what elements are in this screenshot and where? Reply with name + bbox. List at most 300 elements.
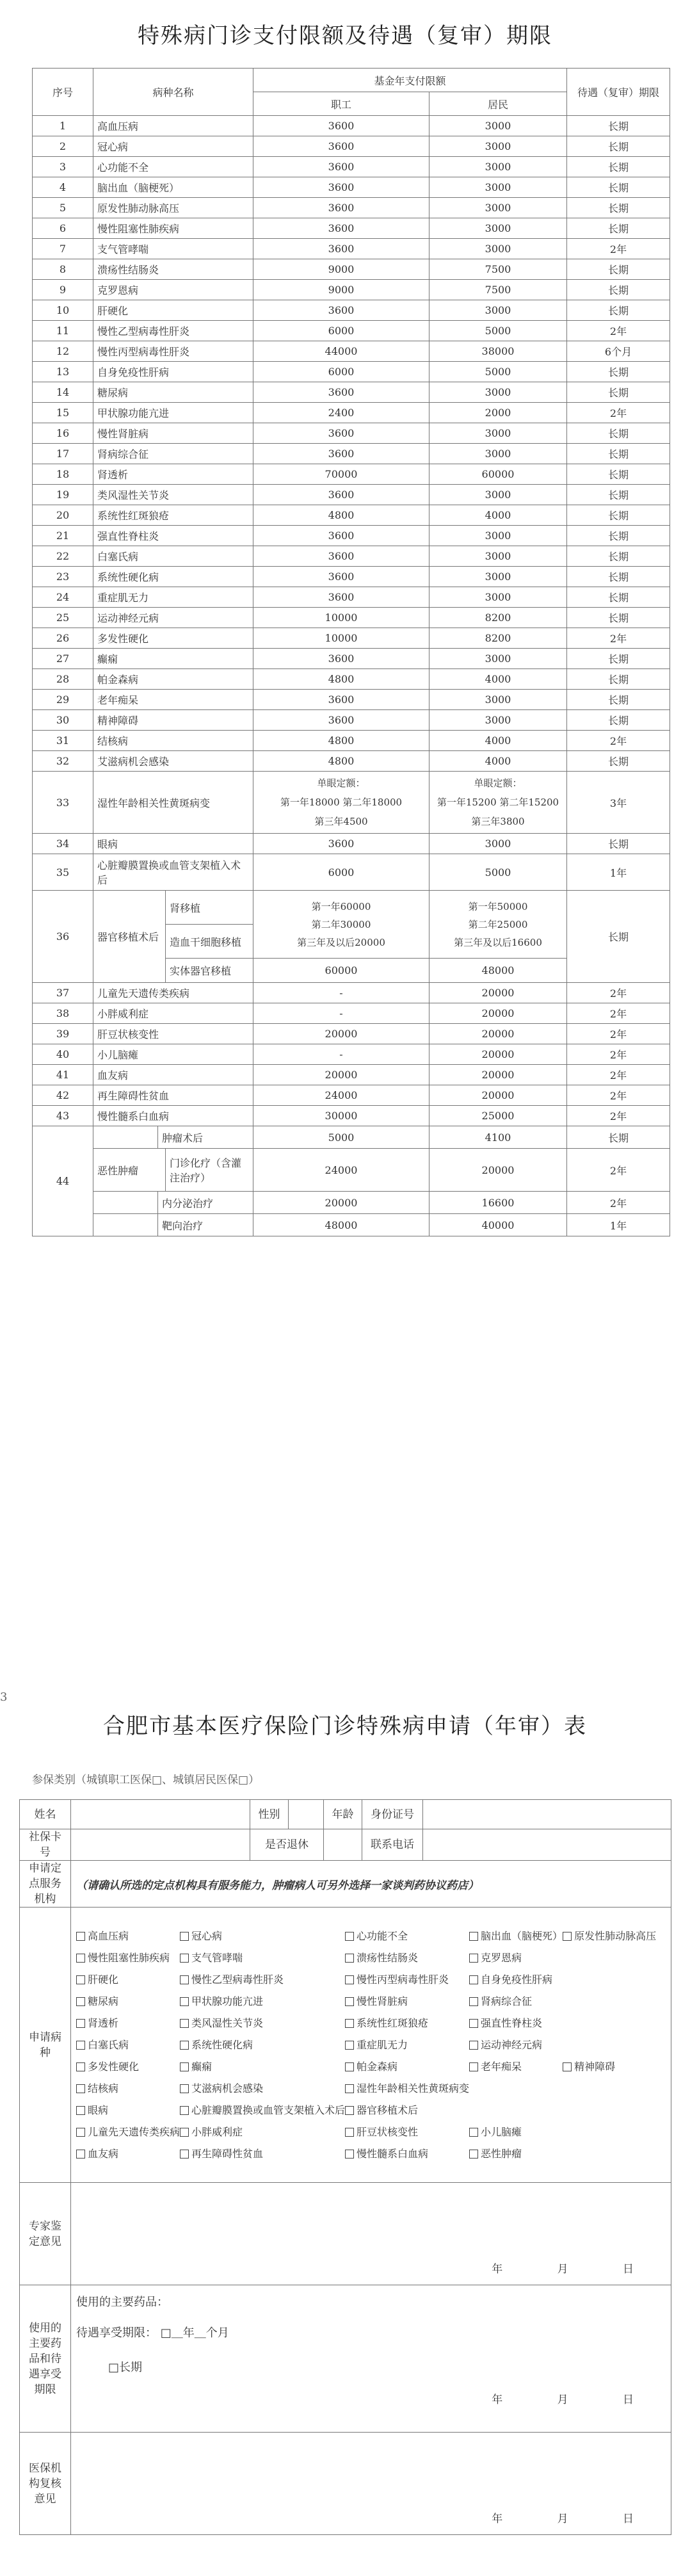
disease-option [656, 2101, 666, 2120]
checkbox-icon[interactable] [180, 2128, 189, 2137]
disease-option[interactable]: 心脏瓣膜置换或血管支架植入术后 [180, 2101, 345, 2120]
table-row [33, 485, 670, 505]
cell-seq: 6 [33, 218, 93, 239]
table-row [33, 505, 670, 526]
checkbox-icon[interactable] [76, 1975, 85, 1984]
cell-disease: 系统性红斑狼疮 [93, 505, 253, 526]
checkbox-icon[interactable] [76, 2106, 85, 2115]
cell-worker: 3600 [253, 300, 429, 321]
table-row [33, 834, 670, 854]
disease-option[interactable]: 重症肌无力 [345, 2036, 469, 2055]
cell-seq: 20 [33, 505, 93, 526]
cell-worker: 24000 [253, 1085, 429, 1106]
card-label: 社保卡号 [20, 1829, 71, 1861]
disease-option[interactable]: 肝豆状核变性 [345, 2123, 469, 2142]
cell-disease: 小儿脑瘫 [93, 1044, 253, 1065]
header-name: 病种名称 [93, 69, 253, 116]
cell-period: 2年 [567, 628, 670, 649]
disease-option[interactable]: 血友病 [76, 2144, 180, 2164]
cell-worker: 4800 [253, 505, 429, 526]
cell-disease: 运动神经元病 [93, 608, 253, 628]
cell-worker: 44000 [253, 341, 429, 362]
cell-resident: 3000 [429, 198, 567, 218]
disease-option[interactable]: 冠心病 [180, 1927, 345, 1946]
disease-option [656, 2036, 666, 2055]
disease-option [563, 1992, 656, 2011]
cell-worker: 单眼定额： 第一年18000 第二年18000 第三年4500 [253, 772, 429, 834]
cell-disease: 强直性脊柱炎 [93, 526, 253, 546]
checkbox-icon[interactable] [345, 1997, 354, 2006]
cell-seq: 33 [33, 772, 93, 834]
header-seq: 序号 [33, 69, 93, 116]
cell-resident: 第一年50000 第二年25000 第三年及以后16600 [429, 891, 567, 959]
cell-period: 2年 [567, 1085, 670, 1106]
age-label: 年龄 [324, 1800, 362, 1829]
cell-worker: 20000 [253, 1192, 429, 1214]
disease-option[interactable]: 肾透析 [76, 2014, 180, 2033]
table-row [33, 751, 670, 772]
checkbox-icon[interactable] [345, 2062, 354, 2071]
cell-resident: 4000 [429, 731, 567, 751]
checkbox-icon[interactable] [345, 2106, 354, 2115]
checkbox-icon[interactable] [76, 2128, 85, 2137]
checkbox-icon[interactable] [76, 2062, 85, 2071]
cell-seq: 14 [33, 382, 93, 403]
disease-option [656, 2144, 666, 2164]
disease-option[interactable]: 癫痫 [180, 2057, 345, 2077]
drugs-field[interactable] [71, 2285, 671, 2433]
disease-option [563, 2123, 656, 2142]
id-field[interactable] [423, 1800, 671, 1829]
cell-resident: 7500 [429, 259, 567, 280]
cell-period: 长期 [567, 444, 670, 464]
cell-seq: 26 [33, 628, 93, 649]
period-option-longterm[interactable]: □长期 [108, 2361, 143, 2374]
cell-worker: 5000 [253, 1126, 429, 1149]
checkbox-icon[interactable] [563, 1932, 572, 1941]
institution-label: 申请定点服务机构 [20, 1861, 71, 1908]
cell-disease: 多发性硬化 [93, 628, 253, 649]
cell-worker: 3600 [253, 116, 429, 136]
page-number: 3 [0, 1690, 8, 1704]
disease-option[interactable]: 肾病综合征 [469, 1992, 563, 2011]
cell-resident: 16600 [429, 1192, 567, 1214]
table-row [33, 423, 670, 444]
checkbox-icon[interactable] [469, 1997, 478, 2006]
cell-resident: 38000 [429, 341, 567, 362]
cell-worker: 20000 [253, 1024, 429, 1044]
cell-worker: 3600 [253, 526, 429, 546]
checkbox-icon[interactable] [180, 1932, 189, 1941]
disease-option [563, 1948, 656, 1968]
disease-option[interactable]: 类风湿性关节炎 [180, 2014, 345, 2033]
disease-option [656, 2123, 666, 2142]
cell-resident: 单眼定额： 第一年15200 第二年15200 第三年3800 [429, 772, 567, 834]
cell-seq: 4 [33, 177, 93, 198]
cell-seq: 29 [33, 690, 93, 710]
cell-period: 长期 [567, 382, 670, 403]
cell-worker: 70000 [253, 464, 429, 485]
cell-seq: 34 [33, 834, 93, 854]
checkbox-icon[interactable] [345, 1975, 354, 1984]
review-date: 年 月 日 [492, 2513, 659, 2525]
table-row [33, 567, 670, 587]
disease-checklist [76, 1923, 666, 2167]
disease-option[interactable]: 系统性硬化病 [180, 2036, 345, 2055]
disease-option[interactable]: 白塞氏病 [76, 2036, 180, 2055]
cell-worker: - [253, 1044, 429, 1065]
checkbox-icon[interactable] [76, 1954, 85, 1963]
table-row [33, 382, 670, 403]
checkbox-icon[interactable] [76, 2084, 85, 2093]
checkbox-icon[interactable] [76, 1932, 85, 1941]
disease-option[interactable]: 强直性脊柱炎 [469, 2014, 563, 2033]
cell-resident: 4000 [429, 751, 567, 772]
cell-resident: 3000 [429, 546, 567, 567]
cell-resident: 5000 [429, 321, 567, 341]
disease-option[interactable]: 慢性髓系白血病 [345, 2144, 469, 2164]
disease-option[interactable]: 慢性丙型病毒性肝炎 [345, 1970, 469, 1989]
cell-resident: 3000 [429, 177, 567, 198]
cell-disease: 慢性髓系白血病 [93, 1106, 253, 1126]
cell-seq: 24 [33, 587, 93, 608]
disease-option [656, 1970, 666, 1989]
cell-disease: 肿瘤术后 [93, 1126, 253, 1149]
cell-worker: 3600 [253, 382, 429, 403]
header-period: 待遇（复审）期限 [567, 69, 670, 116]
checkbox-icon[interactable] [469, 1954, 478, 1963]
cell-resident: 3000 [429, 382, 567, 403]
cell-worker: 3600 [253, 834, 429, 854]
cell-seq: 43 [33, 1106, 93, 1126]
disease-option [656, 1992, 666, 2011]
disease-option[interactable]: 原发性肺动脉高压 [563, 1927, 656, 1946]
cell-worker: 3600 [253, 423, 429, 444]
review-field[interactable] [71, 2433, 671, 2535]
cell-seq: 28 [33, 669, 93, 690]
disease-option[interactable]: 湿性年龄相关性黄斑病变 [345, 2079, 469, 2098]
cell-disease: 慢性阻塞性肺疾病 [93, 218, 253, 239]
disease-option [563, 2079, 656, 2098]
table-row [33, 1149, 670, 1192]
cell-disease: 艾滋病机会感染 [93, 751, 253, 772]
disease-option[interactable]: 小胖威利症 [180, 2123, 345, 2142]
card-field[interactable] [71, 1829, 250, 1861]
cell-seq: 10 [33, 300, 93, 321]
checkbox-icon[interactable] [180, 2062, 189, 2071]
disease-option[interactable]: 慢性阻塞性肺疾病 [76, 1948, 180, 1968]
cell-disease: 心脏瓣膜置换或血管支架植入术后 [93, 854, 253, 891]
cell-disease: 溃疡性结肠炎 [93, 259, 253, 280]
checkbox-icon[interactable] [180, 2084, 189, 2093]
table-row [33, 1065, 670, 1085]
cell-seq: 41 [33, 1065, 93, 1085]
cell-period: 2年 [567, 731, 670, 751]
disease-option[interactable]: 小儿脑瘫 [469, 2123, 563, 2142]
cell-resident: 60000 [429, 464, 567, 485]
cell-disease: 结核病 [93, 731, 253, 751]
disease-option[interactable]: 支气管哮喘 [180, 1948, 345, 1968]
cell-period: 长期 [567, 362, 670, 382]
cell-seq: 36 [33, 891, 93, 983]
cell-disease: 克罗恩病 [93, 280, 253, 300]
cell-resident: 3000 [429, 239, 567, 259]
cell-period: 长期 [567, 423, 670, 444]
cell-disease: 重症肌无力 [93, 587, 253, 608]
table-row [33, 444, 670, 464]
cell-resident: 3000 [429, 690, 567, 710]
phone-field[interactable] [423, 1829, 671, 1861]
checkbox-icon[interactable] [345, 2084, 354, 2093]
cell-disease: 肾透析 [93, 464, 253, 485]
checkbox-icon[interactable] [76, 2041, 85, 2050]
table-row [33, 1214, 670, 1236]
cell-seq: 16 [33, 423, 93, 444]
checkbox-icon[interactable] [469, 2150, 478, 2159]
cell-period: 长期 [567, 485, 670, 505]
cell-resident: 7500 [429, 280, 567, 300]
cell-worker: - [253, 1003, 429, 1024]
table-row [33, 259, 670, 280]
cell-seq: 3 [33, 157, 93, 177]
cell-resident: 20000 [429, 983, 567, 1003]
disease-option[interactable]: 脑出血（脑梗死） [469, 1927, 563, 1946]
cell-disease: 小胖威利症 [93, 1003, 253, 1024]
disease-option[interactable]: 肝硬化 [76, 1970, 180, 1989]
period-label: 待遇享受期限： [76, 2326, 157, 2340]
cell-resident: 3000 [429, 649, 567, 669]
period-option-years[interactable]: □＿年＿个月 [160, 2326, 229, 2340]
cell-worker: 24000 [253, 1149, 429, 1192]
checkbox-icon[interactable] [469, 2041, 478, 2050]
review-label: 医保机构复核意见 [20, 2433, 71, 2535]
cell-disease: 恶性肿瘤 门诊化疗（含灌注治疗） [93, 1149, 253, 1192]
disease-option [563, 1970, 656, 1989]
checkbox-icon[interactable] [563, 2062, 572, 2071]
cell-worker: 3600 [253, 649, 429, 669]
cell-seq: 23 [33, 567, 93, 587]
cell-disease: 湿性年龄相关性黄斑病变 [93, 772, 253, 834]
cell-period: 长期 [567, 280, 670, 300]
institution-field[interactable] [71, 1861, 671, 1908]
disease-option[interactable]: 溃疡性结肠炎 [345, 1948, 469, 1968]
table-row [33, 1044, 670, 1065]
checkbox-icon[interactable] [469, 1932, 478, 1941]
checkbox-icon[interactable] [180, 2106, 189, 2115]
cell-disease: 帕金森病 [93, 669, 253, 690]
checkbox-icon[interactable] [469, 1975, 478, 1984]
checkbox-icon[interactable] [76, 2150, 85, 2159]
gender-field[interactable] [289, 1800, 324, 1829]
cell-resident: 3000 [429, 567, 567, 587]
checkbox-icon[interactable] [345, 2150, 354, 2159]
header-resident: 居民 [429, 92, 567, 116]
cell-period: 2年 [567, 1044, 670, 1065]
cell-period: 长期 [567, 136, 670, 157]
cell-resident: 48000 [429, 959, 567, 983]
disease-option[interactable]: 慢性肾脏病 [345, 1992, 469, 2011]
cell-seq: 22 [33, 546, 93, 567]
cell-worker: 第一年60000 第二年30000 第三年及以后20000 [253, 891, 429, 959]
disease-option[interactable]: 心功能不全 [345, 1927, 469, 1946]
expert-date: 年 月 日 [492, 2263, 659, 2276]
checkbox-icon[interactable] [345, 1954, 354, 1963]
disease-option[interactable]: 恶性肿瘤 [469, 2144, 563, 2164]
cell-seq: 44 [33, 1126, 93, 1236]
table-row [33, 464, 670, 485]
disease-option[interactable]: 老年痴呆 [469, 2057, 563, 2077]
cell-disease: 癫痫 [93, 649, 253, 669]
disease-option[interactable]: 结核病 [76, 2079, 180, 2098]
checkbox-icon[interactable] [345, 2019, 354, 2028]
checkbox-icon[interactable] [180, 1954, 189, 1963]
disease-option[interactable]: 高血压病 [76, 1927, 180, 1946]
cell-resident: 20000 [429, 1149, 567, 1192]
insured-type[interactable]: 参保类别（城镇职工医保□、城镇居民医保□） [32, 1774, 260, 1786]
table-row [33, 731, 670, 751]
cell-disease: 系统性硬化病 [93, 567, 253, 587]
checkbox-icon[interactable] [469, 2062, 478, 2071]
disease-option [656, 2057, 666, 2077]
cell-resident: 8200 [429, 608, 567, 628]
diseases-label: 申请病种 [20, 1908, 71, 2183]
cell-resident: 3000 [429, 300, 567, 321]
cell-period: 长期 [567, 608, 670, 628]
disease-option[interactable]: 再生障碍性贫血 [180, 2144, 345, 2164]
cell-disease: 类风湿性关节炎 [93, 485, 253, 505]
cell-period: 长期 [567, 300, 670, 321]
disease-option[interactable]: 帕金森病 [345, 2057, 469, 2077]
cell-seq: 9 [33, 280, 93, 300]
cell-worker: - [253, 983, 429, 1003]
retired-field[interactable] [324, 1829, 362, 1861]
disease-option[interactable]: 器官移植术后 [345, 2101, 469, 2120]
cell-period: 长期 [567, 710, 670, 731]
disease-option[interactable]: 慢性乙型病毒性肝炎 [180, 1970, 345, 1989]
table-row [33, 1106, 670, 1126]
disease-option [656, 2079, 666, 2098]
cell-period: 长期 [567, 567, 670, 587]
cell-period: 2年 [567, 1106, 670, 1126]
cell-period: 长期 [567, 116, 670, 136]
disease-option[interactable]: 糖尿病 [76, 1992, 180, 2011]
checkbox-icon[interactable] [345, 1932, 354, 1941]
checkbox-icon[interactable] [345, 2041, 354, 2050]
cell-disease: 再生障碍性贫血 [93, 1085, 253, 1106]
table-row [33, 198, 670, 218]
checkbox-icon[interactable] [76, 2019, 85, 2028]
disease-option[interactable]: 精神障碍 [563, 2057, 656, 2077]
cell-seq: 11 [33, 321, 93, 341]
cell-disease: 内分泌治疗 [93, 1192, 253, 1214]
disease-option[interactable]: 艾滋病机会感染 [180, 2079, 345, 2098]
cell-seq: 32 [33, 751, 93, 772]
cell-worker: 3600 [253, 177, 429, 198]
cell-resident: 40000 [429, 1214, 567, 1236]
cell-period: 1年 [567, 1214, 670, 1236]
cell-period: 长期 [567, 690, 670, 710]
checkbox-icon[interactable] [180, 2019, 189, 2028]
table-row [33, 403, 670, 423]
table-row [33, 136, 670, 157]
table-row [33, 587, 670, 608]
checkbox-icon[interactable] [345, 2128, 354, 2137]
table-row [33, 362, 670, 382]
checkbox-icon[interactable] [469, 2019, 478, 2028]
cell-disease: 甲状腺功能亢进 [93, 403, 253, 423]
expert-field[interactable] [71, 2183, 671, 2285]
table-row [33, 239, 670, 259]
cell-disease: 脑出血（脑梗死） [93, 177, 253, 198]
table-row [33, 526, 670, 546]
cell-disease: 肝硬化 [93, 300, 253, 321]
checkbox-icon[interactable] [180, 2150, 189, 2159]
checkbox-icon[interactable] [469, 2128, 478, 2137]
checkbox-icon[interactable] [180, 2041, 189, 2050]
diseases-field [71, 1908, 671, 2183]
cell-resident: 20000 [429, 1044, 567, 1065]
table-row [33, 546, 670, 567]
cell-period: 长期 [567, 198, 670, 218]
disease-option[interactable]: 系统性红斑狼疮 [345, 2014, 469, 2033]
disease-option[interactable]: 甲状腺功能亢进 [180, 1992, 345, 2011]
cell-resident: 2000 [429, 403, 567, 423]
cell-resident: 3000 [429, 444, 567, 464]
cell-disease: 肝豆状核变性 [93, 1024, 253, 1044]
cell-seq: 25 [33, 608, 93, 628]
cell-worker: 2400 [253, 403, 429, 423]
disease-option[interactable]: 运动神经元病 [469, 2036, 563, 2055]
table-row [33, 854, 670, 891]
disease-option [469, 2101, 563, 2120]
cell-worker: 3600 [253, 136, 429, 157]
cell-period: 2年 [567, 1065, 670, 1085]
cell-period: 长期 [567, 218, 670, 239]
cell-disease: 血友病 [93, 1065, 253, 1085]
cell-period: 2年 [567, 1003, 670, 1024]
form-title: 合肥市基本医疗保险门诊特殊病申请（年审）表 [103, 1713, 587, 1739]
disease-option [656, 2014, 666, 2033]
cell-worker: 60000 [253, 959, 429, 983]
cell-period: 2年 [567, 983, 670, 1003]
disease-option[interactable]: 克罗恩病 [469, 1948, 563, 1968]
cell-worker: 4800 [253, 751, 429, 772]
disease-option [563, 2036, 656, 2055]
checkbox-icon[interactable] [76, 1997, 85, 2006]
cell-seq: 40 [33, 1044, 93, 1065]
cell-resident: 3000 [429, 218, 567, 239]
disease-option[interactable]: 眼病 [76, 2101, 180, 2120]
disease-option[interactable]: 儿童先天遗传类疾病 [76, 2123, 180, 2142]
disease-option[interactable]: 自身免疫性肝病 [469, 1970, 563, 1989]
cell-disease: 肾病综合征 [93, 444, 253, 464]
cell-resident: 20000 [429, 1085, 567, 1106]
cell-period: 长期 [567, 464, 670, 485]
cell-seq: 5 [33, 198, 93, 218]
table-row [33, 628, 670, 649]
name-field[interactable] [71, 1800, 250, 1829]
cell-period: 长期 [567, 505, 670, 526]
checkbox-icon[interactable] [180, 1997, 189, 2006]
disease-option[interactable]: 多发性硬化 [76, 2057, 180, 2077]
cell-worker: 3600 [253, 567, 429, 587]
cell-resident: 4100 [429, 1126, 567, 1149]
cell-disease: 糖尿病 [93, 382, 253, 403]
cell-seq: 1 [33, 116, 93, 136]
table-row [33, 608, 670, 628]
checkbox-icon[interactable] [180, 1975, 189, 1984]
institution-note: （请确认所选的定点机构具有服务能力，肿瘤病人可另外选择一家谈判药协议药店） [76, 1879, 479, 1892]
